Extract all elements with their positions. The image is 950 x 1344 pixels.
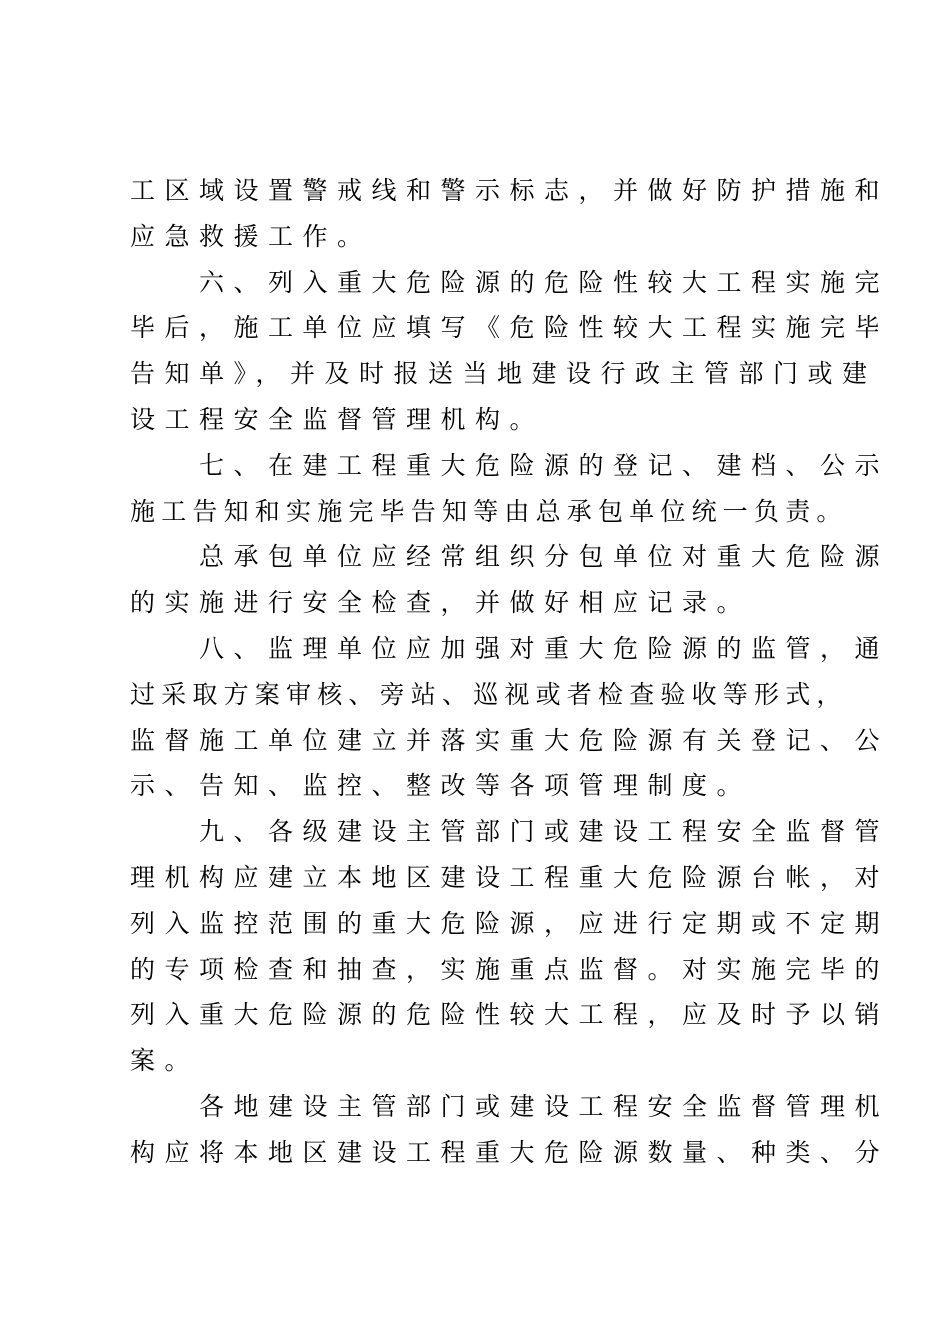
text-line-17: 列入监控范围的重大危险源，应进行定期或不定期 [130, 908, 890, 938]
text-line-12: 过采取方案审核、旁站、巡视或者检查验收等形式， [130, 679, 848, 709]
text-line-21: 各地建设主管部门或建设工程安全监督管理机 [130, 1091, 890, 1121]
text-line-16: 理机构应建立本地区建设工程重大危险源台帐，对 [130, 862, 890, 892]
text-line-6: 设工程安全监督管理机构。 [130, 404, 545, 434]
text-line-11: 八、监理单位应加强对重大危险源的监管，通 [130, 633, 890, 663]
body-text [130, 168, 890, 1176]
text-line-15: 九、各级建设主管部门或建设工程安全监督管 [130, 817, 890, 847]
text-line-19: 列入重大危险源的危险性较大工程，应及时予以销 [130, 1000, 890, 1030]
text-line-7: 七、在建工程重大危险源的登记、建档、公示 [130, 450, 890, 480]
text-line-14: 示、告知、监控、整改等各项管理制度。 [130, 771, 752, 801]
text-line-8: 施工告知和实施完毕告知等由总承包单位统一负责。 [130, 496, 848, 526]
text-line-2: 应急救援工作。 [130, 221, 372, 251]
text-line-1: 工区域设置警戒线和警示标志，并做好防护措施和 [130, 176, 890, 205]
text-line-3: 六、列入重大危险源的危险性较大工程实施完 [130, 267, 890, 297]
text-line-18: 的专项检查和抽查，实施重点监督。对实施完毕的 [130, 954, 890, 984]
text-line-22: 构应将本地区建设工程重大危险源数量、种类、分 [130, 1137, 890, 1167]
text-line-5: 告知单》，并及时报送当地建设行政主管部门或建 [130, 359, 877, 389]
text-line-20: 案。 [130, 1046, 200, 1076]
text-line-13: 监督施工单位建立并落实重大危险源有关登记、公 [130, 725, 890, 755]
text-line-4: 毕后，施工单位应填写《危险性较大工程实施完毕 [130, 313, 890, 343]
text-line-10: 的实施进行安全检查，并做好相应记录。 [130, 588, 752, 618]
text-line-9: 总承包单位应经常组织分包单位对重大危险源 [130, 542, 890, 572]
